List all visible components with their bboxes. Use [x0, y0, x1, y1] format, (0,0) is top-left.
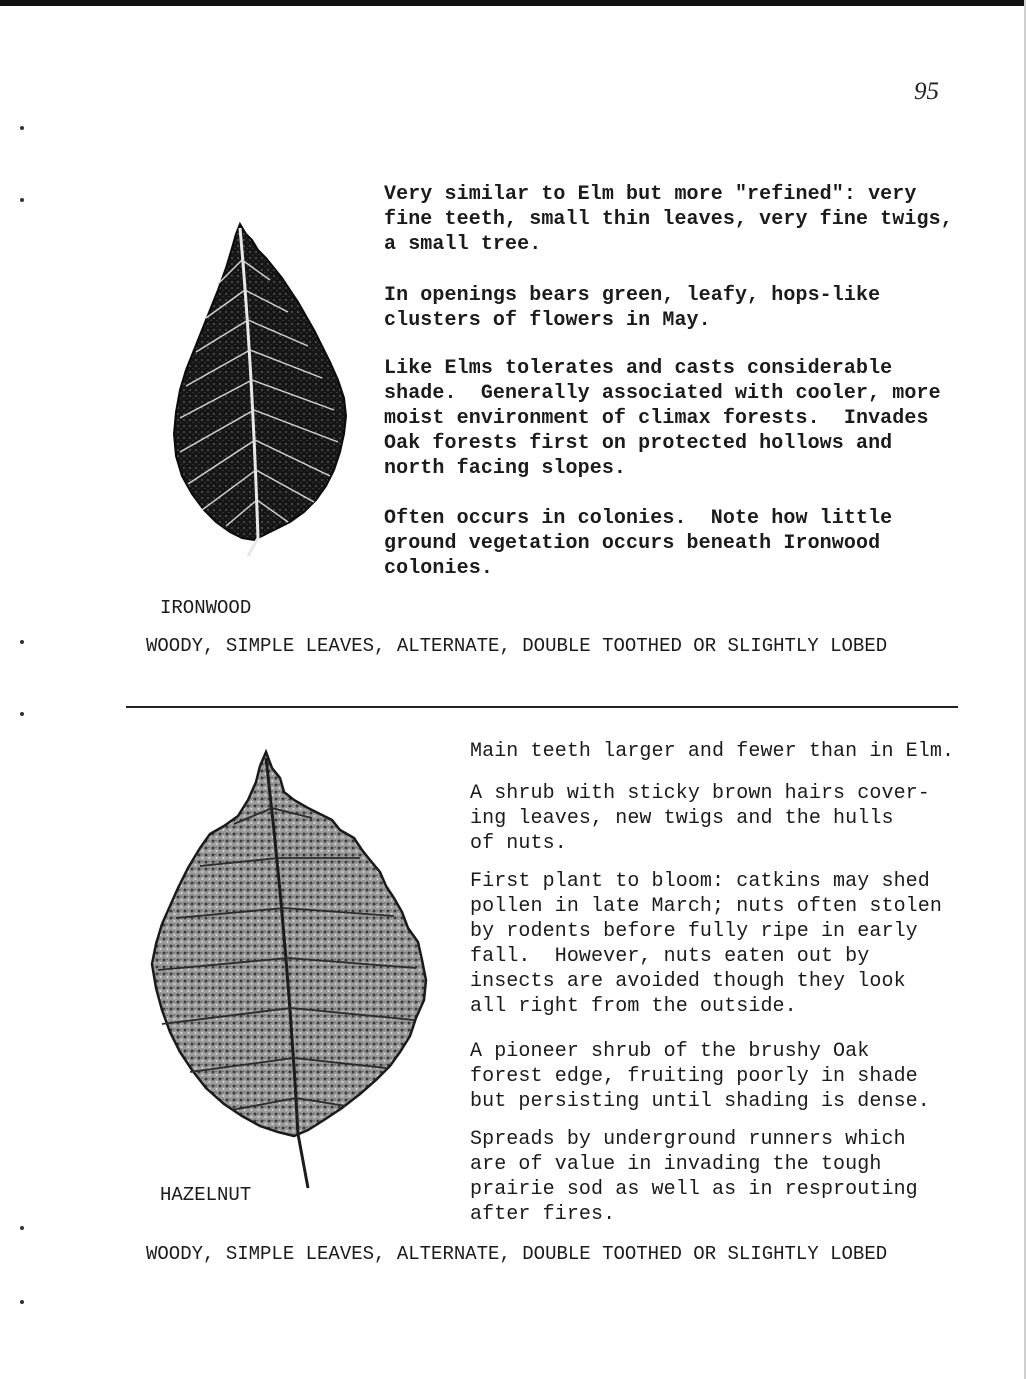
ironwood-paragraph-1: Very similar to Elm but more "refined": very fine teeth, small thin leaves, very fine twigs, a small tree.	[384, 183, 953, 256]
ironwood-leaf-illustration	[170, 220, 355, 560]
margin-mark	[20, 1300, 24, 1304]
scan-top-edge	[0, 0, 1026, 6]
section-divider	[126, 706, 958, 708]
page-number: 95	[914, 78, 939, 105]
ironwood-paragraph-3: Like Elms tolerates and casts considerable shade. Generally associated with cooler, more moist environment of climax forests. Invades Oak forests first on protected hollows and north facing slopes.	[384, 357, 941, 480]
ironwood-paragraph-4: Often occurs in colonies. Note how little ground vegetation occurs beneath Ironwood colonies.	[384, 507, 893, 580]
ironwood-label: IRONWOOD	[160, 597, 252, 619]
hazelnut-paragraph-4: A pioneer shrub of the brushy Oak forest edge, fruiting poorly in shade but persisting until shading is dense.	[470, 1040, 930, 1113]
hazelnut-leaf-illustration	[148, 748, 433, 1193]
margin-mark	[20, 1226, 24, 1230]
margin-mark	[20, 198, 24, 202]
margin-mark	[20, 712, 24, 716]
hazelnut-paragraph-2: A shrub with sticky brown hairs cover- ing leaves, new twigs and the hulls of nuts.	[470, 782, 930, 855]
hazelnut-paragraph-5: Spreads by underground runners which are of value in invading the tough prairie sod as well as in resprouting after fires.	[470, 1128, 918, 1226]
hazelnut-paragraph-1: Main teeth larger and fewer than in Elm.	[470, 740, 955, 763]
ironwood-caption: WOODY, SIMPLE LEAVES, ALTERNATE, DOUBLE TOOTHED OR SLIGHTLY LOBED	[146, 635, 888, 657]
margin-mark	[20, 640, 24, 644]
margin-mark	[20, 126, 24, 130]
ironwood-paragraph-2: In openings bears green, leafy, hops-like clusters of flowers in May.	[384, 284, 881, 332]
hazelnut-caption: WOODY, SIMPLE LEAVES, ALTERNATE, DOUBLE TOOTHED OR SLIGHTLY LOBED	[146, 1243, 888, 1265]
hazelnut-label: HAZELNUT	[160, 1184, 252, 1206]
hazelnut-paragraph-3: First plant to bloom: catkins may shed pollen in late March; nuts often stolen by rodents before fully ripe in early fall. However, nuts eaten out by insects are avoided though they look all right from the outside.	[470, 870, 942, 1018]
